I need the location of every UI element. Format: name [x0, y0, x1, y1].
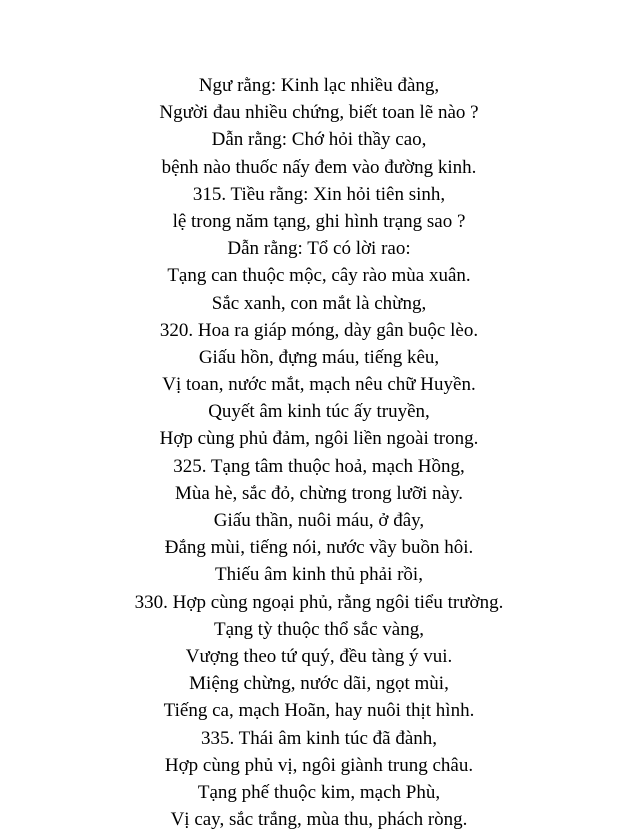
poem-line: Người đau nhiều chứng, biết toan lẽ nào ? — [159, 102, 479, 124]
poem-line: Dẫn rằng: Tổ có lời rao: — [227, 238, 411, 260]
poem-line: 320. Hoa ra giáp móng, dày gân buộc lèo. — [159, 319, 479, 341]
poem-line: Hợp cùng phủ vị, ngôi giành trung châu. — [164, 754, 474, 776]
poem-line: Sắc xanh, con mắt là chừng, — [211, 292, 427, 314]
poem-line: Đắng mùi, tiếng nói, nước vầy buồn hôi. — [164, 537, 474, 559]
poem-line: 325. Tạng tâm thuộc hoả, mạch Hồng, — [173, 455, 465, 477]
poem-line: Tiếng ca, mạch Hoãn, hay nuôi thịt hình. — [163, 700, 475, 722]
poem-line: Mùa hè, sắc đỏ, chừng trong lưỡi này. — [175, 482, 463, 504]
poem-line: Vượng theo tứ quý, đều tàng ý vui. — [185, 645, 453, 667]
poem-line: Vị cay, sắc trắng, mùa thu, phách ròng. — [170, 809, 468, 831]
poem-line: Ngư rằng: Kinh lạc nhiều đàng, — [198, 75, 440, 96]
poem-line: Thiếu âm kinh thủ phải rồi, — [215, 564, 423, 586]
poem-line: Tạng phế thuộc kim, mạch Phù, — [197, 781, 441, 803]
poem-verses — [0, 72, 638, 833]
poem-line: 335. Thái âm kinh túc đã đành, — [200, 727, 438, 749]
poem-line: Tạng tỳ thuộc thổ sắc vàng, — [213, 618, 424, 640]
poem-line: 330. Hợp cùng ngoại phủ, rằng ngôi tiểu trường. — [134, 591, 504, 613]
poem-line: Miệng chừng, nước dãi, ngọt mùi, — [189, 673, 449, 695]
poem-line: Quyết âm kinh túc ấy truyền, — [208, 401, 430, 423]
poem-line: Dẫn rằng: Chớ hỏi thầy cao, — [211, 129, 427, 151]
poem-line: bệnh nào thuốc nấy đem vào đường kinh. — [161, 156, 477, 178]
poem-line: lệ trong năm tạng, ghi hình trạng sao ? — [172, 210, 466, 232]
poem-line: Vị toan, nước mắt, mạch nêu chữ Huyền. — [162, 374, 476, 396]
poem-line: 315. Tiều rằng: Xin hỏi tiên sinh, — [192, 183, 446, 205]
poem-line: Tạng can thuộc mộc, cây rào mùa xuân. — [167, 265, 471, 287]
poem-line: Giấu thần, nuôi máu, ở đây, — [213, 510, 425, 531]
poem-line: Giấu hồn, đựng máu, tiếng kêu, — [198, 346, 440, 368]
poem-line: Hợp cùng phủ đảm, ngôi liền ngoài trong. — [159, 428, 479, 450]
